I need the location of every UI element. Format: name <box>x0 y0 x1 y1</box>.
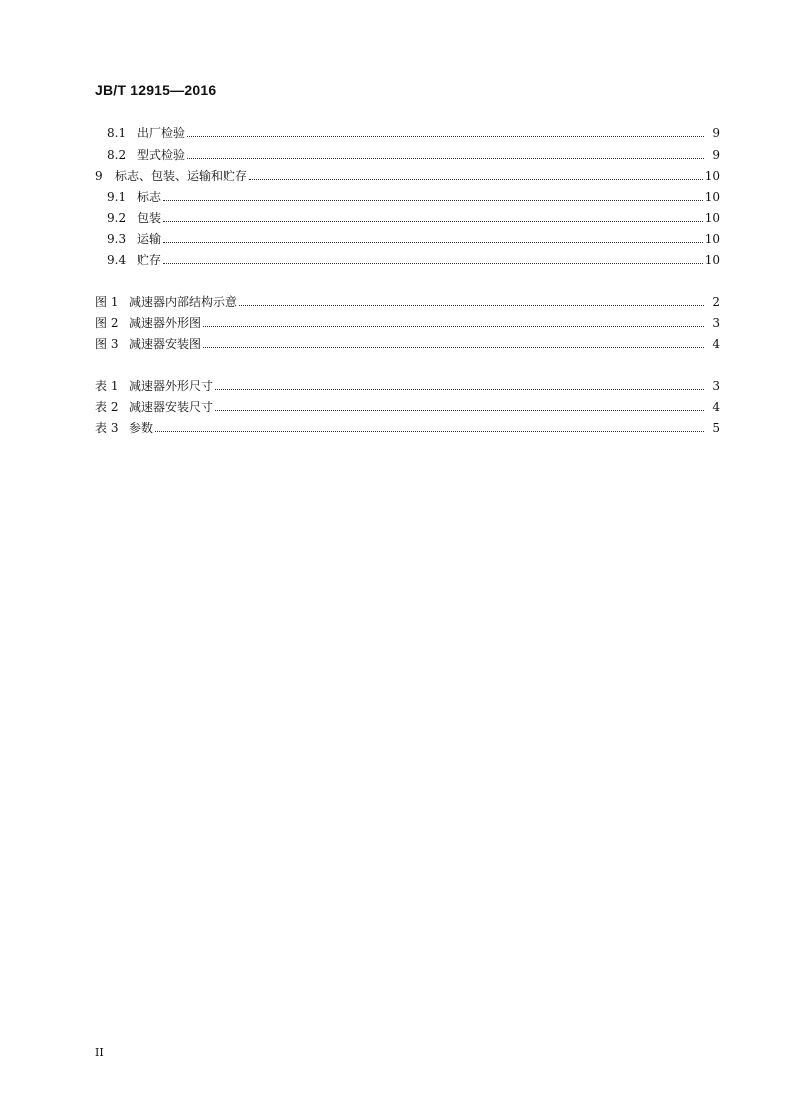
toc-entry-page: 9 <box>712 148 720 162</box>
toc-entry-number: 8.2 <box>107 148 127 162</box>
toc-leader <box>163 242 703 243</box>
table-list-entry[interactable] <box>95 396 720 414</box>
figure-title: 减速器外形图 <box>129 316 202 330</box>
toc-entry-title: 出厂检验 <box>137 126 186 140</box>
toc-entry-number: 9.1 <box>107 190 127 204</box>
toc-entry-number: 9.2 <box>107 211 127 225</box>
toc-leader <box>215 410 704 411</box>
toc-entry-page: 10 <box>704 190 720 204</box>
table-number: 表 2 <box>95 400 119 414</box>
figure-number: 图 2 <box>95 316 119 330</box>
figure-page: 2 <box>712 295 720 309</box>
toc-entry-title: 运输 <box>137 232 162 246</box>
table-title: 参数 <box>129 421 154 435</box>
toc-entry[interactable] <box>95 186 720 204</box>
toc-entry-number: 9.3 <box>107 232 127 246</box>
toc-entry-page: 10 <box>704 253 720 267</box>
figure-list-entry[interactable] <box>95 291 720 309</box>
toc-entry[interactable] <box>95 165 720 183</box>
toc-entry-title: 型式检验 <box>137 148 186 162</box>
table-title: 减速器安装尺寸 <box>129 400 214 414</box>
toc-entry-title: 标志、包装、运输和贮存 <box>115 169 248 183</box>
toc-entry-title: 贮存 <box>137 253 162 267</box>
toc-entry-page: 10 <box>704 211 720 225</box>
toc-entry-title: 包装 <box>137 211 162 225</box>
figure-title: 减速器安装图 <box>129 337 202 351</box>
toc-entry-title: 标志 <box>137 190 162 204</box>
toc-entry[interactable] <box>95 122 720 140</box>
figure-number: 图 1 <box>95 295 119 309</box>
toc-leader <box>249 179 703 180</box>
table-page: 5 <box>712 421 720 435</box>
toc-entry[interactable] <box>95 249 720 267</box>
figure-list-entry[interactable] <box>95 312 720 330</box>
toc-leader <box>203 326 704 327</box>
page-number: II <box>95 1046 104 1059</box>
toc-entry-number: 9 <box>95 169 103 183</box>
toc-leader <box>203 347 704 348</box>
toc-entry-number: 8.1 <box>107 126 127 140</box>
toc-leader <box>163 200 703 201</box>
toc-leader <box>239 305 704 306</box>
table-list-entry[interactable] <box>95 375 720 393</box>
document-number: JB/T 12915—2016 <box>95 82 217 98</box>
toc-entry-page: 10 <box>704 169 720 183</box>
toc-entry-page: 9 <box>712 126 720 140</box>
toc-leader <box>187 158 704 159</box>
toc-leader <box>163 221 703 222</box>
table-list-entry[interactable] <box>95 417 720 435</box>
figure-title: 减速器内部结构示意 <box>129 295 238 309</box>
toc-entry-page: 10 <box>704 232 720 246</box>
table-number: 表 1 <box>95 379 119 393</box>
toc-leader <box>155 431 704 432</box>
toc-entry[interactable] <box>95 207 720 225</box>
toc-entry[interactable] <box>95 228 720 246</box>
figure-page: 4 <box>712 337 720 351</box>
figure-list-entry[interactable] <box>95 333 720 351</box>
table-page: 4 <box>712 400 720 414</box>
toc-leader <box>187 136 704 137</box>
toc-leader <box>215 389 704 390</box>
toc-entry[interactable] <box>95 144 720 162</box>
table-page: 3 <box>712 379 720 393</box>
figure-page: 3 <box>712 316 720 330</box>
toc-leader <box>163 263 703 264</box>
table-number: 表 3 <box>95 421 119 435</box>
figure-number: 图 3 <box>95 337 119 351</box>
table-title: 减速器外形尺寸 <box>129 379 214 393</box>
toc-entry-number: 9.4 <box>107 253 127 267</box>
